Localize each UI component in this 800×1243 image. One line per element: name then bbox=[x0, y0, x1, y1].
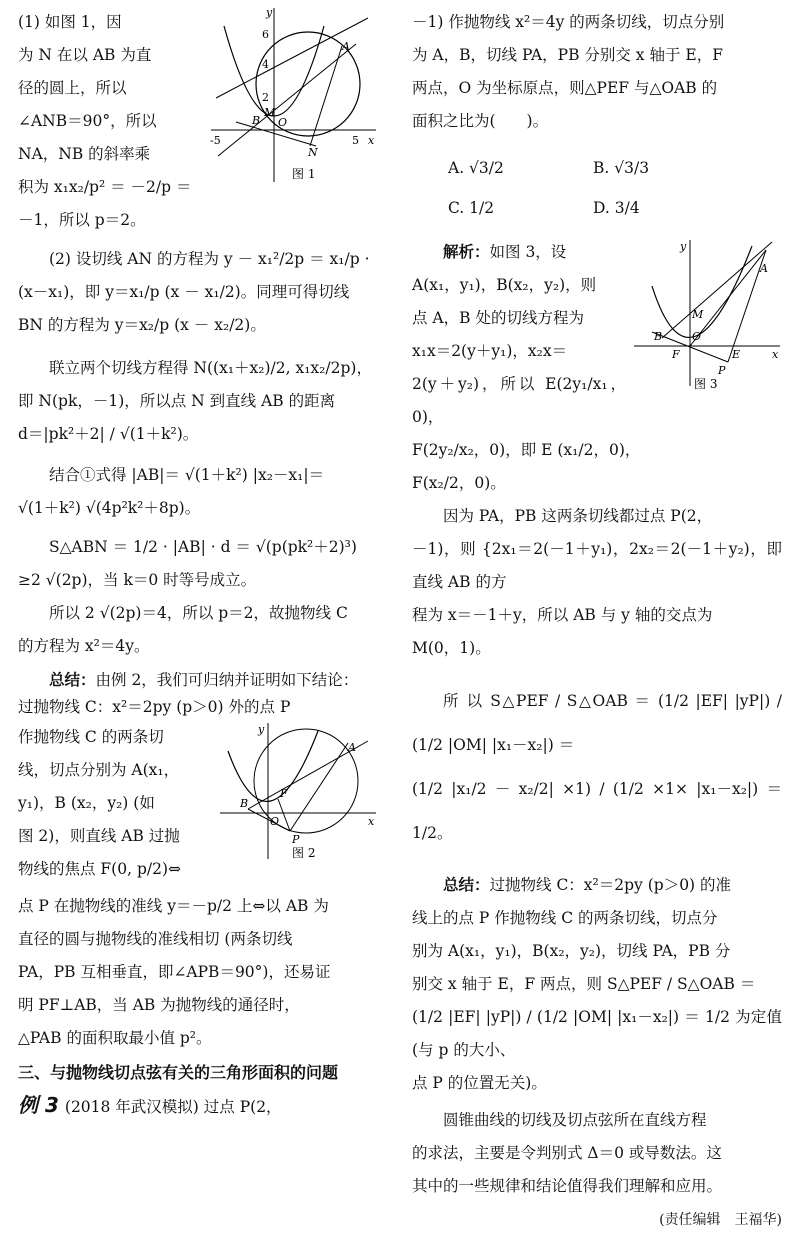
line: 为 A，B，切线 PA，PB 分别交 x 轴于 E，F bbox=[412, 46, 723, 64]
question-text bbox=[412, 6, 782, 138]
line: 过抛物线 C：x²＝2py (p＞0) 外的点 P bbox=[18, 698, 291, 716]
line: 2(y＋y₂)，所以 E(2y₁/x₁，0)， bbox=[412, 375, 626, 426]
line: －1) 作抛物线 x²＝4y 的两条切线，切点分别 bbox=[412, 13, 725, 31]
editor-credit: (责任编辑 王福华) bbox=[659, 1212, 782, 1228]
line: 两点，O 为坐标原点，则△PEF 与△OAB 的 bbox=[412, 79, 718, 97]
fig2-tangent-pa bbox=[290, 743, 348, 831]
fig2-parabola bbox=[228, 731, 318, 801]
line: 别为 A(x₁，y₁)，B(x₂，y₂)，切线 PA，PB 分 bbox=[412, 942, 731, 960]
line: 过抛物线 C：x²＝2py (p＞0) 的准 bbox=[489, 876, 732, 894]
line: NA，NB 的斜率乘 bbox=[18, 145, 151, 163]
line: BN 的方程为 y＝x₂/p (x － x₂/2)。 bbox=[18, 316, 266, 334]
figure-1-caption: 图 1 bbox=[292, 167, 316, 181]
line: 作抛物线 C 的两条切 bbox=[18, 728, 164, 746]
line: 所 以 S△PEF / S△OAB ＝ (1/2 |EF| |yP|) / (1/2 |OM| |x₁－x₂|) ＝ bbox=[412, 692, 782, 754]
fig1-label-2: 2 bbox=[262, 91, 269, 104]
line: －1)，则 {2x₁＝2(－1＋y₁)，2x₂＝2(－1＋y₂)，即直线 AB 的方 bbox=[412, 540, 782, 591]
tangent-point-paragraph bbox=[412, 500, 782, 665]
fig3-label-A: A bbox=[760, 262, 768, 275]
right-summary-paragraph bbox=[412, 869, 782, 1100]
fig1-label-y: y bbox=[266, 6, 273, 19]
figure-2 bbox=[218, 721, 378, 861]
line: ∠ANB＝90°，所以 bbox=[18, 112, 157, 130]
line: 即 N(pk，－1)，所以点 N 到直线 AB 的距离 bbox=[18, 392, 336, 410]
fig2-label-P: P bbox=[292, 833, 300, 846]
line: d＝|pk²＋2| / √(1＋k²)。 bbox=[18, 425, 199, 443]
line: 明 PF⊥AB，当 AB 为抛物线的通径时， bbox=[18, 996, 300, 1014]
line: 线，切点分别为 A(x₁， bbox=[18, 761, 180, 779]
directrix-paragraph bbox=[18, 890, 378, 1055]
area-ratio-paragraph bbox=[412, 679, 782, 855]
line: 线上的点 P 作抛物线 C 的两条切线，切点分 bbox=[412, 909, 718, 927]
line: 联立两个切线方程得 N((x₁＋x₂)/2, x₁x₂/2p)， bbox=[49, 359, 372, 377]
fig3-label-F: F bbox=[672, 348, 680, 361]
fig3-parabola bbox=[652, 246, 752, 337]
line: 所以 2 √(2p)＝4，所以 p＝2，故抛物线 C bbox=[49, 604, 348, 622]
example-3-tag: 例 3 bbox=[18, 1093, 59, 1117]
line: 点 A，B 处的切线方程为 bbox=[412, 309, 584, 327]
fig1-label-neg5: -5 bbox=[210, 134, 221, 147]
figure-3 bbox=[632, 236, 782, 391]
fig3-label-B: B bbox=[654, 330, 663, 343]
conclusion-paragraph bbox=[18, 597, 378, 663]
fig1-label-5: 5 bbox=[352, 134, 359, 147]
fig1-chord bbox=[216, 18, 368, 98]
fig1-label-B: B bbox=[252, 114, 261, 127]
fig2-label-A: A bbox=[348, 741, 356, 754]
line: (2) 设切线 AN 的方程为 y － x₁²/2p ＝ x₁/p · bbox=[49, 250, 370, 268]
example-3-start bbox=[18, 1089, 378, 1124]
line: √(1＋k²) √(4p²k²＋8p)。 bbox=[18, 499, 201, 517]
ab-length-paragraph bbox=[18, 459, 378, 525]
fig3-label-E: E bbox=[732, 348, 741, 361]
line: 物线的焦点 F(0, p/2)⇔ bbox=[18, 860, 181, 878]
line: (x－x₁)，即 y＝x₁/p (x － x₁/2)。同理可得切线 bbox=[18, 283, 350, 301]
line: 其中的一些规律和结论值得我们理解和应用。 bbox=[412, 1177, 723, 1195]
line: F(x₂/2，0)。 bbox=[412, 474, 506, 492]
line: －1，所以 p＝2。 bbox=[18, 211, 146, 229]
fig2-tangent-pb bbox=[248, 809, 290, 831]
choice-c: C. 1/2 bbox=[448, 199, 495, 217]
line: x₁x＝2(y＋y₁)，x₂x＝ bbox=[412, 342, 568, 360]
solution-label: 解析： bbox=[443, 243, 490, 261]
line: F(2y₂/x₂，0)，即 E (x₁/2，0)， bbox=[412, 441, 641, 459]
figure-3-caption: 图 3 bbox=[694, 377, 718, 391]
fig3-label-P: P bbox=[718, 364, 726, 377]
summary-label: 总结： bbox=[443, 876, 490, 894]
line: 为 N 在以 AB 为直 bbox=[18, 46, 152, 64]
fig3-oa bbox=[690, 250, 766, 346]
line: 积为 x₁x₂/p² ＝ －2/p ＝ bbox=[18, 178, 192, 196]
fig1-segment bbox=[310, 46, 342, 146]
line: 因为 PA，PB 这两条切线都过点 P(2， bbox=[443, 507, 713, 525]
line: (1/2 |EF| |yP|) / (1/2 |OM| |x₁－x₂|) ＝ 1/2 为定值(与 p 的大小、 bbox=[412, 1008, 782, 1059]
line: A(x₁，y₁)，B(x₂，y₂)，则 bbox=[412, 276, 597, 294]
line: 结合①式得 |AB|＝ √(1＋k²) |x₂－x₁|＝ bbox=[49, 466, 325, 484]
fig2-label-O: O bbox=[270, 815, 280, 828]
line: 面积之比为( )。 bbox=[412, 112, 549, 130]
line: 由例 2，我们可归纳并证明如下结论： bbox=[95, 671, 359, 689]
fig1-label-x: x bbox=[368, 134, 375, 147]
fig1-label-M: M bbox=[264, 106, 276, 119]
fig3-chord bbox=[662, 242, 772, 338]
line: ≥2 √(2p)，当 k＝0 时等号成立。 bbox=[18, 571, 257, 589]
intersection-paragraph bbox=[18, 352, 378, 451]
left-column bbox=[18, 6, 378, 1124]
section-3-heading: 三、与抛物线切点弦有关的三角形面积的问题 bbox=[18, 1063, 339, 1082]
choices-row-1 bbox=[412, 148, 782, 188]
line: 圆锥曲线的切线及切点弦所在直线方程 bbox=[443, 1111, 707, 1129]
fig2-label-B: B bbox=[240, 797, 249, 810]
fig1-label-N: N bbox=[308, 146, 318, 159]
line: 直径的圆与抛物线的准线相切 (两条切线 bbox=[18, 930, 293, 948]
fig2-label-F: F bbox=[280, 787, 288, 800]
fig3-label-x: x bbox=[772, 348, 779, 361]
line: 径的圆上，所以 bbox=[18, 79, 127, 97]
summary-label: 总结： bbox=[49, 671, 96, 689]
fig1-label-O: O bbox=[278, 116, 288, 129]
line: 点 P 的位置无关)。 bbox=[412, 1074, 547, 1092]
line: 图 2)，则直线 AB 过抛 bbox=[18, 827, 180, 845]
line: y₁)，B (x₂，y₂) (如 bbox=[18, 794, 155, 812]
fig1-label-6: 6 bbox=[262, 28, 269, 41]
fig2-label-x: x bbox=[368, 815, 375, 828]
line: 别交 x 轴于 E，F 两点，则 S△PEF / S△OAB ＝ bbox=[412, 975, 756, 993]
line: (1/2 |x₁/2 － x₂/2| ×1) / (1/2 ×1× |x₁－x₂|) ＝ 1/2。 bbox=[412, 780, 782, 842]
fig3-label-M: M bbox=[692, 308, 704, 321]
line: 程为 x＝－1＋y，所以 AB 与 y 轴的交点为 bbox=[412, 606, 713, 624]
fig3-label-y: y bbox=[680, 240, 687, 253]
line: PA，PB 互相垂直，即∠APB＝90°)，还易证 bbox=[18, 963, 331, 981]
fig1-label-A: A bbox=[342, 40, 350, 53]
fig2-label-y: y bbox=[258, 723, 265, 736]
area-paragraph bbox=[18, 531, 378, 597]
line: S△ABN ＝ 1/2 · |AB| · d ＝ √(p(pk²＋2)³) bbox=[49, 538, 357, 556]
answer-part-2 bbox=[18, 243, 378, 342]
line: 点 P 在抛物线的准线 y＝－p/2 上⇔以 AB 为 bbox=[18, 897, 329, 915]
choices-row-2 bbox=[412, 188, 782, 228]
right-column bbox=[412, 6, 782, 1243]
line: 如图 3，设 bbox=[489, 243, 567, 261]
fig1-label-4: 4 bbox=[262, 58, 269, 71]
fig3-label-O: O bbox=[692, 330, 702, 343]
line: 的方程为 x²＝4y。 bbox=[18, 637, 150, 655]
choice-d: D. 3/4 bbox=[593, 199, 640, 217]
choice-a: A. √3/2 bbox=[448, 159, 504, 177]
summary-paragraph bbox=[18, 667, 378, 721]
closing-paragraph bbox=[412, 1104, 782, 1203]
line: △PAB 的面积取最小值 p²。 bbox=[18, 1029, 212, 1047]
line: (1) 如图 1，因 bbox=[18, 13, 122, 31]
line: M(0，1)。 bbox=[412, 639, 491, 657]
figure-2-caption: 图 2 bbox=[292, 846, 316, 860]
figure-1 bbox=[206, 6, 378, 186]
example-3-text: (2018 年武汉模拟) 过点 P(2， bbox=[64, 1098, 282, 1116]
choice-b: B. √3/3 bbox=[593, 159, 650, 177]
line: 的求法，主要是令判别式 Δ＝0 或导数法。这 bbox=[412, 1144, 722, 1162]
